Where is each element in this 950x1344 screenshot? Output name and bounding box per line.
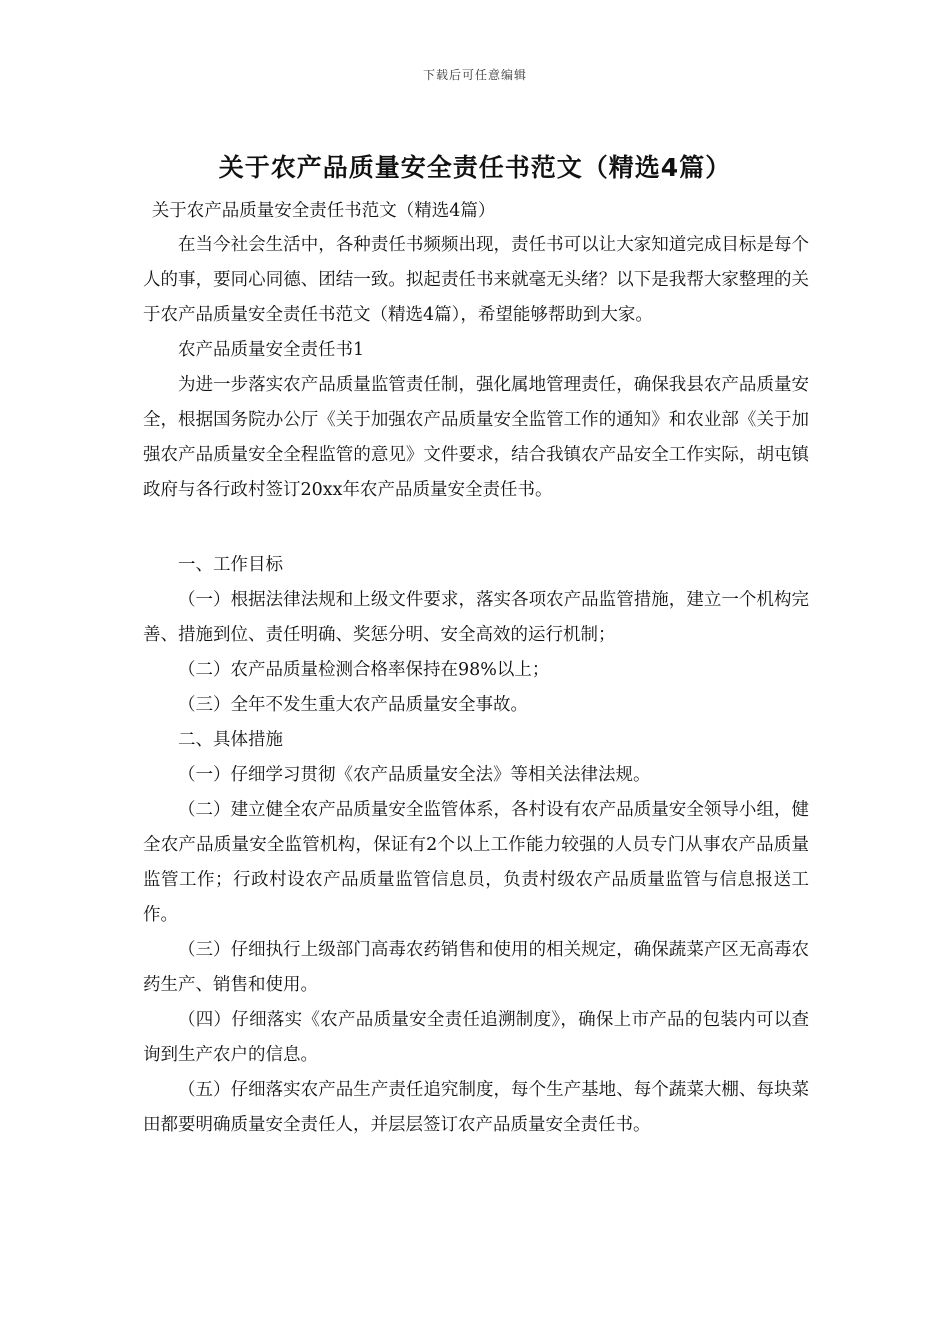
goals-heading: 一、工作目标 <box>178 555 283 575</box>
goal-item: （二）农产品质量检测合格率保持在98%以上； <box>178 660 550 680</box>
measures-heading: 二、具体措施 <box>178 730 283 750</box>
section-paragraph: 为进一步落实农产品质量监管责任制，强化属地管理责任，确保我县农产品质量安全，根据国务院办公厅《关于加强农产品质量安全监管工作的通知》和农业部《关于加强农产品质量安全全程监管的意见》文件要求，结合我镇农产品安全工作实际，胡屯镇政府与各行政村签订20xx年农产品质量安全责任书。 <box>143 375 809 500</box>
document-subtitle: 关于农产品质量安全责任书范文（精选4篇） <box>151 201 496 221</box>
goal-item: （一）根据法律法规和上级文件要求，落实各项农产品监管措施，建立一个机构完善、措施到位、责任明确、奖惩分明、安全高效的运行机制； <box>143 590 809 645</box>
measure-item: （三）仔细执行上级部门高毒农药销售和使用的相关规定，确保蔬菜产区无高毒农药生产、销售和使用。 <box>143 940 809 995</box>
intro-paragraph: 在当今社会生活中，各种责任书频频出现，责任书可以让大家知道完成目标是每个人的事，要同心同德、团结一致。拟起责任书来就毫无头绪？以下是我帮大家整理的关于农产品质量安全责任书范文（精选4篇），希望能够帮助到大家。 <box>143 235 809 325</box>
blank-line <box>143 508 809 548</box>
measure-item: （四）仔细落实《农产品质量安全责任追溯制度》，确保上市产品的包装内可以查询到生产农户的信息。 <box>143 1010 809 1065</box>
section-heading: 农产品质量安全责任书1 <box>178 340 365 360</box>
document-title: 关于农产品质量安全责任书范文（精选4篇） <box>218 153 732 182</box>
page-header-note: 下载后可任意编辑 <box>422 68 527 82</box>
measure-item: （五）仔细落实农产品生产责任追究制度，每个生产基地、每个蔬菜大棚、每块菜田都要明确质量安全责任人，并层层签订农产品质量安全责任书。 <box>143 1080 809 1135</box>
goal-item: （三）全年不发生重大农产品质量安全事故。 <box>178 695 528 715</box>
document-body <box>143 195 809 1143</box>
measure-item: （二）建立健全农产品质量安全监管体系，各村设有农产品质量安全领导小组，健全农产品质量安全监管机构，保证有2个以上工作能力较强的人员专门从事农产品质量监管工作；行政村设农产品质量监管信息员，负责村级农产品质量监管与信息报送工作。 <box>143 800 809 925</box>
measure-item: （一）仔细学习贯彻《农产品质量安全法》等相关法律法规。 <box>178 765 651 785</box>
